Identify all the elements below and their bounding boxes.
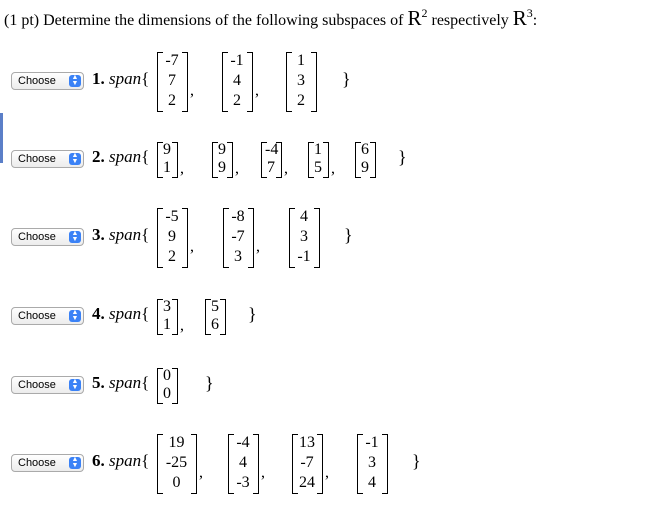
vector-2 [209,298,221,334]
answer-select-label: Choose [18,310,56,322]
vector-entry: 4 [233,72,241,89]
r2-exponent: 2 [421,6,428,20]
close-brace: } [248,304,257,324]
vector-entry: -1 [365,434,379,451]
problem-row-2 [0,141,646,177]
comma-separator: , [199,464,203,481]
comma-separator: , [331,160,335,177]
vector-entry: 7 [168,72,176,89]
vector-entry: -1 [230,52,244,69]
vector-1 [161,141,173,177]
span-word: span [109,373,142,392]
vector-entry: 19 [168,434,185,451]
comma-separator: , [256,238,260,255]
problem-label-2 [92,147,149,167]
updown-arrow-icon: ▲ ▼ [69,457,81,469]
vector-entry: 4 [368,474,376,491]
close-brace: } [205,373,214,393]
vector-entry: 0 [163,385,171,402]
comma-separator: , [190,238,194,255]
span-word: span [109,304,142,323]
problem-label-1 [92,69,149,89]
problem-label-6 [92,451,149,471]
vector-entry: -3 [236,474,250,491]
vector-2 [232,433,254,493]
open-brace: { [141,373,150,392]
vector-3 [293,207,315,267]
vector-entry: 9 [361,159,369,176]
problem-number: 5. [92,373,109,392]
vector-entry: 0 [172,474,181,491]
vector-entry: 5 [211,298,219,315]
answer-select-label: Choose [18,457,56,469]
answer-select-label: Choose [18,379,56,391]
vector-entry: 3 [300,228,308,245]
vector-entry: 7 [267,159,275,176]
comma-separator: , [190,82,194,99]
answer-select-label: Choose [18,75,56,87]
vector-3 [290,51,312,111]
comma-separator: , [255,82,259,99]
question-header [4,6,537,31]
close-brace: } [344,225,353,245]
answer-select-1[interactable] [11,72,84,90]
close-brace: } [342,69,351,89]
vector-entry: -4 [265,141,279,158]
r2-base: R [407,6,422,30]
header-prefix: (1 pt) Determine the dimensions of the following subspaces of [4,12,408,29]
updown-arrow-icon: ▲ ▼ [69,379,81,391]
header-suffix: : [532,12,538,29]
open-brace: { [141,69,150,88]
close-brace: } [398,147,407,167]
problem-row-5 [0,367,646,402]
updown-arrow-icon: ▲ ▼ [69,75,81,87]
problem-number: 4. [92,304,109,323]
vector-entry: 2 [168,248,176,265]
vector-5 [359,141,371,177]
span-word: span [109,69,142,88]
vector-entry: 0 [163,367,171,384]
vector-entry: 2 [297,92,305,109]
span-word: span [109,225,142,244]
vector-entry: 4 [239,454,247,471]
vector-entry: 5 [314,159,322,176]
answer-select-5[interactable] [11,376,84,394]
r2-symbol [407,6,427,30]
problem-label-4 [92,304,149,324]
vector-4 [312,141,324,177]
vector-entry: 4 [300,208,308,225]
vector-entry: 1 [314,141,322,158]
vector-entry: 13 [299,434,315,451]
vector-entry: 2 [233,92,241,109]
vector-entry: 9 [218,159,226,176]
open-brace: { [141,451,150,470]
problem-number: 6. [92,451,109,470]
r3-base: R [512,6,527,30]
span-word: span [109,451,142,470]
vector-entry: 6 [361,141,369,158]
vector-1 [161,51,183,111]
vector-2 [226,51,248,111]
vector-1 [161,367,173,403]
vector-1 [161,433,192,493]
vector-1 [161,298,173,334]
close-brace: } [412,451,421,471]
open-brace: { [141,225,150,244]
vector-3 [296,433,318,493]
vector-entry: 3 [163,298,171,315]
open-brace: { [141,147,150,166]
vector-entry: 6 [211,316,219,333]
problem-label-5 [92,373,149,393]
comma-separator: , [284,160,288,177]
r3-symbol [513,6,533,30]
comma-separator: , [325,464,329,481]
problem-number: 3. [92,225,109,244]
answer-select-2[interactable] [11,150,84,168]
vector-entry: -25 [165,454,188,471]
problem-number: 2. [92,147,109,166]
header-middle: respectively [427,12,513,29]
vector-entry: 3 [234,248,242,265]
comma-separator: , [261,464,265,481]
vector-entry: 2 [168,92,176,109]
vector-entry: 9 [168,228,176,245]
vector-entry: -5 [165,208,179,225]
updown-arrow-icon: ▲ ▼ [69,310,81,322]
vector-entry: -7 [165,52,179,69]
vector-entry: -7 [300,454,314,471]
vector-entry: -8 [231,208,245,225]
problem-row-1 [0,52,646,109]
vector-1 [161,207,183,267]
vector-2 [216,141,228,177]
comma-separator: , [180,160,184,177]
problem-row-3 [0,208,646,265]
open-brace: { [141,304,150,323]
problem-number: 1. [92,69,109,88]
vector-entry: 9 [163,141,171,158]
vector-entry: 1 [297,52,305,69]
comma-separator: , [235,160,239,177]
vector-2 [227,207,249,267]
vector-entry: 3 [297,72,305,89]
updown-arrow-icon: ▲ ▼ [69,231,81,243]
answer-select-label: Choose [18,231,56,243]
answer-select-6[interactable] [11,454,84,472]
problem-row-6 [0,434,646,491]
problem-label-3 [92,225,149,245]
vector-entry: -7 [231,228,245,245]
answer-select-3[interactable] [11,228,84,246]
comma-separator: , [180,317,184,334]
vector-entry: 1 [163,159,171,176]
answer-select-label: Choose [18,153,56,165]
vector-3 [265,141,277,177]
vector-4 [361,433,383,493]
vector-entry: -4 [236,434,250,451]
problem-row-4 [0,298,646,334]
vector-entry: 24 [299,474,315,491]
span-word: span [109,147,142,166]
r3-exponent: 3 [526,6,533,20]
updown-arrow-icon: ▲ ▼ [69,153,81,165]
vector-entry: 3 [368,454,376,471]
vector-entry: -1 [297,248,311,265]
vector-entry: 9 [218,141,226,158]
answer-select-4[interactable] [11,307,84,325]
vector-entry: 1 [163,316,171,333]
